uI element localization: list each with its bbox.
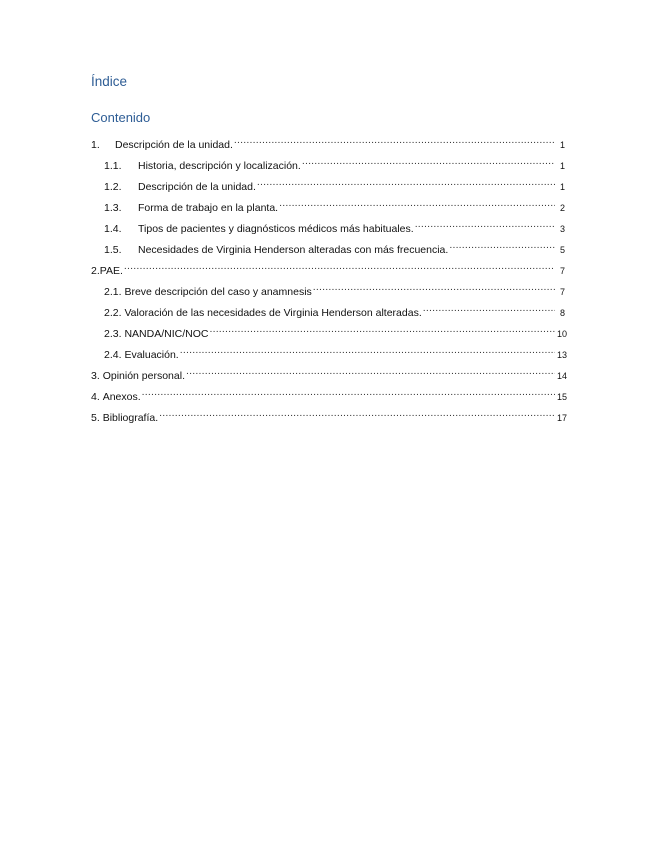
toc-entry-title: Evaluación. <box>124 349 179 361</box>
toc-entry-number: 2.1. <box>104 286 122 298</box>
toc-entry-5[interactable] <box>91 405 568 424</box>
toc-entry-title: Descripción de la unidad. <box>115 139 233 151</box>
toc-entry-number: 2. <box>91 265 100 277</box>
toc-entry-number: 5. <box>91 412 100 424</box>
toc-entry-page: 13 <box>557 350 568 360</box>
toc-entry-page: 1 <box>559 140 565 150</box>
toc-dot-leader <box>449 237 555 253</box>
toc-entry-number: 1.4. <box>104 223 122 235</box>
toc-entry-title: Descripción de la unidad. <box>138 181 256 193</box>
toc-entry-page: 15 <box>557 392 568 402</box>
toc-entry-1-3[interactable] <box>91 195 565 214</box>
index-heading: Índice <box>91 74 128 89</box>
toc-entry-title: Historia, descripción y localización. <box>138 160 301 172</box>
toc-entry-title: Anexos. <box>102 391 141 403</box>
toc-dot-leader <box>180 342 555 358</box>
toc-dot-leader <box>159 405 555 421</box>
toc-entry-page: 2 <box>559 203 565 213</box>
toc-entry-3[interactable] <box>91 363 568 382</box>
toc-entry-1[interactable] <box>91 132 565 151</box>
toc-entry-page: 7 <box>559 287 565 297</box>
toc-dot-leader <box>313 279 555 295</box>
toc-entry-number: 1.3. <box>104 202 122 214</box>
toc-entry-number: 1.5. <box>104 244 122 256</box>
toc-entry-page: 5 <box>559 245 565 255</box>
toc-entry-number: 4. <box>91 391 100 403</box>
toc-entry-page: 8 <box>559 308 565 318</box>
toc-dot-leader <box>415 216 555 232</box>
toc-entry-1-2[interactable] <box>91 174 565 193</box>
toc-entry-number: 1.1. <box>104 160 122 172</box>
toc-entry-number: 1.2. <box>104 181 122 193</box>
toc-entry-4[interactable] <box>91 384 568 403</box>
toc-entry-2-2[interactable] <box>91 300 565 319</box>
toc-entry-2-4[interactable] <box>91 342 568 361</box>
toc-entry-2[interactable] <box>91 258 565 277</box>
toc-entry-title: Forma de trabajo en la planta. <box>138 202 279 214</box>
toc-dot-leader <box>302 153 555 169</box>
toc-dot-leader <box>423 300 555 316</box>
toc-entry-1-4[interactable] <box>91 216 565 235</box>
contents-heading: Contenido <box>91 110 151 125</box>
toc-entry-page: 1 <box>559 161 565 171</box>
toc-entry-page: 17 <box>557 413 568 423</box>
toc-entry-number: 2.2. <box>104 307 122 319</box>
toc-entry-page: 14 <box>557 371 568 381</box>
toc-dot-leader <box>234 132 555 148</box>
toc-dot-leader <box>279 195 555 211</box>
toc-dot-leader <box>186 363 555 379</box>
toc-entry-number: 1. <box>91 139 100 151</box>
toc-entry-page: 1 <box>559 182 565 192</box>
toc-entry-title: Bibliografía. <box>102 412 159 424</box>
toc-entry-number: 2.3. <box>104 328 122 340</box>
toc-entry-page: 3 <box>559 224 565 234</box>
toc-dot-leader <box>124 258 555 274</box>
toc-entry-number: 2.4. <box>104 349 122 361</box>
toc-dot-leader <box>209 321 555 337</box>
toc-entry-title: Necesidades de Virginia Henderson alteradas con más frecuencia. <box>138 244 449 256</box>
toc-entry-1-5[interactable] <box>91 237 565 256</box>
toc-entry-number: 3. <box>91 370 100 382</box>
toc-entry-page: 10 <box>557 329 568 339</box>
toc-entry-title: NANDA/NIC/NOC <box>124 328 209 340</box>
toc-entry-2-3[interactable] <box>91 321 568 340</box>
toc-entry-title: Valoración de las necesidades de Virginia Henderson alteradas. <box>124 307 422 319</box>
toc-dot-leader <box>142 384 555 400</box>
toc-entry-page: 7 <box>559 266 565 276</box>
toc-dot-leader <box>257 174 555 190</box>
toc-entry-2-1[interactable] <box>91 279 565 298</box>
toc-entry-title: PAE. <box>99 265 123 277</box>
toc-entry-1-1[interactable] <box>91 153 565 172</box>
toc-entry-title: Tipos de pacientes y diagnósticos médicos más habituales. <box>138 223 414 235</box>
toc-entry-title: Breve descripción del caso y anamnesis <box>124 286 312 298</box>
toc-entry-title: Opinión personal. <box>102 370 185 382</box>
